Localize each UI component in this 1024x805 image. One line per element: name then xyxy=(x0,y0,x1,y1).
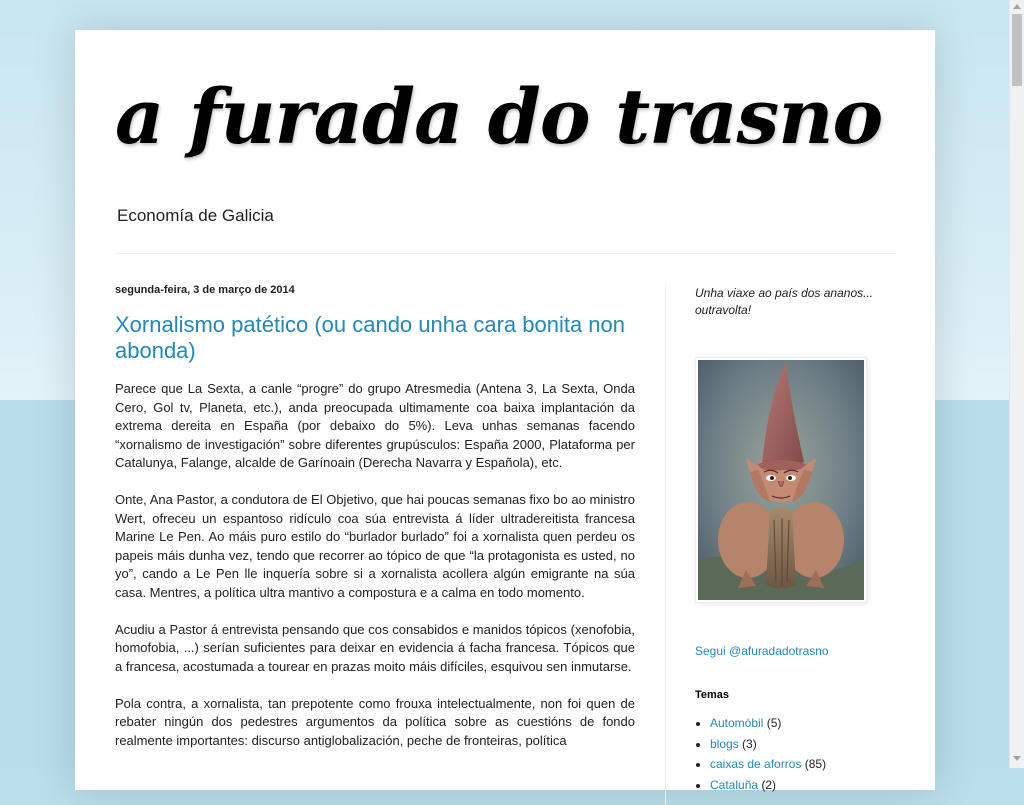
blog-description: Economía de Galicia xyxy=(117,206,274,225)
label-link[interactable]: Cataluña xyxy=(710,777,759,792)
follow-twitter-link[interactable]: Segui @afuradadotrasno xyxy=(695,644,829,658)
sidebar-image-caption: Unha viaxe ao país dos ananos... outravolta! xyxy=(695,286,874,317)
sidebar xyxy=(695,285,895,795)
scrollbar-thumb[interactable] xyxy=(1012,14,1022,86)
post-date: segunda-feira, 3 de março de 2014 xyxy=(115,284,295,296)
column-divider xyxy=(665,285,666,805)
list-item xyxy=(710,754,895,775)
list-item xyxy=(710,734,895,755)
main-column xyxy=(115,283,635,769)
labels-list xyxy=(695,713,895,795)
label-count: (5) xyxy=(766,716,782,730)
label-count: (3) xyxy=(742,736,757,751)
post-paragraph: Onte, Ana Pastor, a condutora de El Objetivo, que hai poucas semanas fixo bo ao ministro Wert, ofreceu un espantoso ridículo coa súa entrevista á líder ultradereitista francesa Marine Le Pen. Ao máis puro estilo do “burlador burlado” foi a xornalista quen perdeu os papeis máis dunha vez, tendo que recorrer ao tópico de que “la protagonista es usted, no yo”, cando a Le Pen lle inquería sobre si a xornalista acollera algún emigrante na súa casa. Mentres, a política ultra mantivo a compostura e a calma en todo momento. xyxy=(115,492,635,600)
label-link[interactable]: blogs xyxy=(710,736,739,751)
vertical-scrollbar[interactable] xyxy=(1009,0,1024,768)
label-link[interactable]: caixas de aforros xyxy=(710,757,802,771)
labels-widget-title: Temas xyxy=(695,689,730,701)
post-paragraph: Pola contra, a xornalista, tan prepotente como frouxa intelectualmente, non foi quen de rebater ningún dos pedestres argumentos da política sobre as cuestións de fondo realmente importantes: discurso antiglobalización, peche de fronteiras, política xyxy=(115,695,635,748)
label-count: (85) xyxy=(804,757,827,771)
label-count: (2) xyxy=(761,777,777,792)
post-paragraph: Acudiu a Pastor á entrevista pensando que cos consabidos e manidos tópicos (xenofobia, homofobia, ...) serían suficientes para deixar en evidencia á facha francesa. Tópicos que a francesa, acostumada a tourear en prazas moito máis difíciles, esquivou sen inmutarse. xyxy=(115,621,635,674)
scroll-down-arrow-icon[interactable] xyxy=(1013,756,1021,761)
label-link[interactable]: Automóbil xyxy=(710,716,764,730)
scroll-up-arrow-icon[interactable] xyxy=(1013,4,1021,9)
header-divider xyxy=(115,253,896,254)
list-item xyxy=(710,775,895,796)
post-body xyxy=(115,380,635,750)
blog-title[interactable]: a furada do trasno xyxy=(115,72,883,161)
blog-page xyxy=(75,30,935,790)
gnome-illustration xyxy=(698,360,864,600)
sidebar-image[interactable] xyxy=(695,357,867,603)
list-item xyxy=(710,713,895,734)
post-paragraph: Parece que La Sexta, a canle “progre” do grupo Atresmedia (Antena 3, La Sexta, Onda Cero, Gol tv, Planeta, etc.), anda preocupada ultimamente coa baixa implantación da extrema dereita en España (por debaixo do 5%). Leva unhas semanas facendo “xornalismo de investigación” sobre diferentes grupúsculos: España 2000, Plataforma per Catalunya, Falange, alcalde de Garínoain (Derecha Navarra y Española), etc. xyxy=(115,381,635,470)
post-title-link[interactable]: Xornalismo patético (ou cando unha cara bonita non abonda) xyxy=(115,312,626,363)
